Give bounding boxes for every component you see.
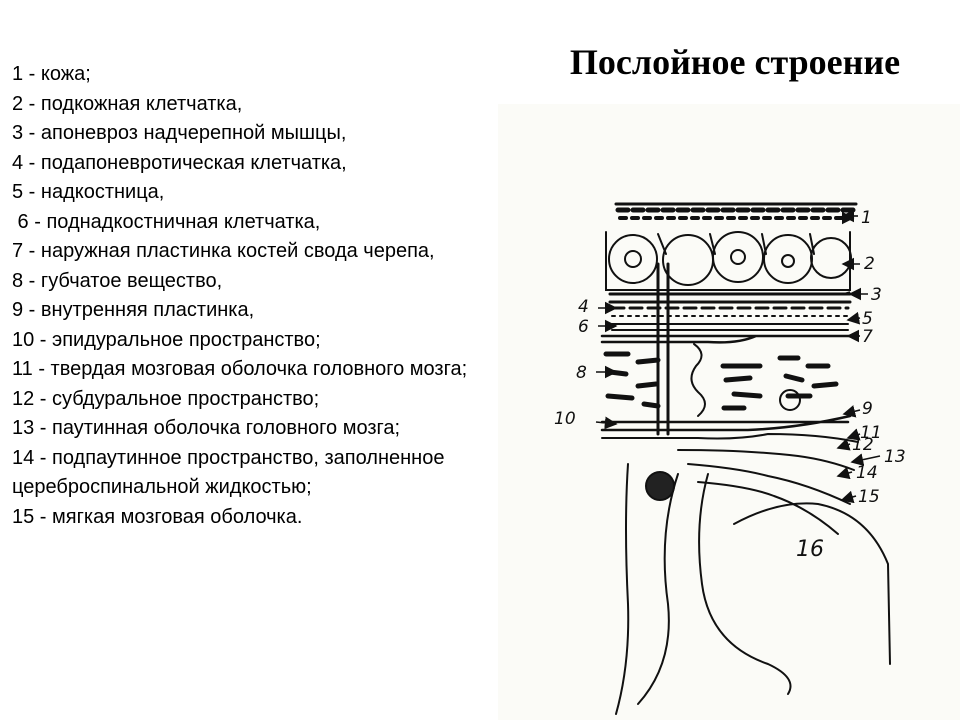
- legend-item-12: 12 - субдуральное пространство;: [12, 387, 320, 410]
- brain-gyrus: [734, 503, 890, 664]
- granulation-body: [780, 390, 800, 410]
- label-1: 1: [861, 208, 872, 228]
- legend-item-13: 13 - паутинная оболочка головного мозга;: [12, 417, 401, 439]
- layer-legend: [12, 60, 482, 532]
- label-8: 8: [576, 363, 587, 383]
- label-7: 7: [862, 327, 873, 347]
- legend-item-3: 3 - апоневроз надчерепной мышцы,: [12, 122, 347, 144]
- legend-item-7: 7 - наружная пластинка костей свода черепа,: [12, 240, 435, 262]
- legend-item-14: 14 - подпаутинное пространство, заполненное цереброспинальной жидкостью;: [12, 446, 445, 498]
- inner-table: [602, 416, 850, 430]
- legend-item-10: 10 - эпидуральное пространство;: [12, 328, 321, 351]
- legend-item-15: 15 - мягкая мозговая оболочка.: [12, 505, 303, 528]
- legend-item-6: 6 - поднадкостничная клетчатка,: [12, 210, 321, 233]
- legend-item-8: 8 - губчатое вещество,: [12, 269, 223, 292]
- label-5: 5: [862, 309, 873, 329]
- skull-layers-svg: [498, 104, 960, 720]
- label-12: 12: [852, 435, 874, 455]
- fat-lobules: [609, 232, 851, 285]
- periosteum: [612, 324, 848, 330]
- label-15: 15: [858, 487, 880, 507]
- legend-item-4: 4 - подапоневротическая клетчатка,: [12, 151, 347, 174]
- legend-item-5: 5 - надкостница,: [12, 181, 165, 203]
- label-11: 11: [860, 423, 882, 443]
- label-9: 9: [862, 399, 873, 419]
- label-3: 3: [871, 285, 882, 305]
- galea-aponeurotica: [610, 294, 850, 302]
- label-4: 4: [578, 297, 589, 317]
- skull-layers-drawing: [498, 104, 960, 720]
- label-16: 16: [796, 537, 824, 562]
- vessel-clot: [646, 472, 674, 500]
- title-line-1: Послойное строение: [569, 42, 901, 82]
- legend-item-2: 2 - подкожная клетчатка,: [12, 92, 243, 115]
- diploe-vessel: [691, 344, 705, 416]
- label-6: 6: [578, 317, 589, 337]
- outer-table: [602, 336, 850, 342]
- label-10: 10: [554, 409, 576, 429]
- label-14: 14: [856, 463, 878, 483]
- legend-item-9: 9 - внутренняя пластинка,: [12, 299, 255, 321]
- legend-item-1: 1 - кожа;: [12, 63, 91, 85]
- label-2: 2: [864, 254, 875, 274]
- legend-item-11: 11 - твердая мозговая оболочка головного мозга;: [12, 358, 468, 380]
- dura-mater: [602, 434, 858, 442]
- label-13: 13: [884, 447, 906, 467]
- diploe: [606, 354, 836, 408]
